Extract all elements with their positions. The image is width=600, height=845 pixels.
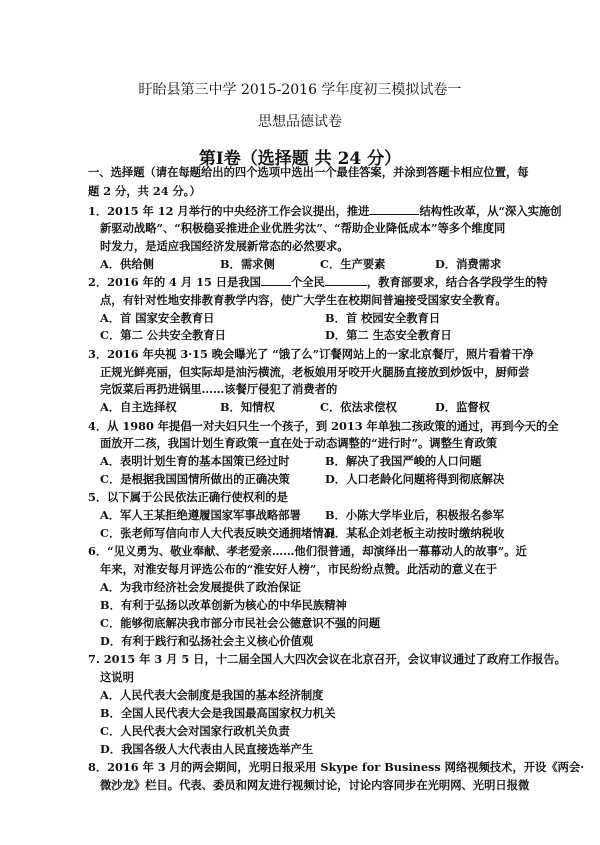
q4-option-b: B．解决了我国严峻的人口问题 [325,454,482,468]
q2-stem-part-b: 个全民 [290,275,325,289]
q1-option-a: A．供给侧 [100,257,154,271]
q7-option-b: B．全国人民代表大会是我国最高国家权力机关 [100,706,336,720]
q7-option-c: C．人民代表大会对国家行政机关负责 [100,724,290,738]
school-title: 盱眙县第三中学 2015-2016 学年度初三模拟试卷一 [138,82,462,98]
q6-stem-line-2: 年来，对淮安每月评选公布的“淮安好人榜”，市民纷纷点赞。此活动的意义在于 [100,562,498,576]
q4-option-d: D．人口老龄化问题将得到彻底解决 [325,472,505,486]
q2-option-a: A．首 国家安全教育日 [100,311,215,325]
section-title: 第Ⅰ卷（选择题 共 24 分） [198,149,402,169]
q6-option-c: C．能够彻底解决我市部分市民社会公德意识不强的问题 [100,616,381,630]
q1-stem-line-1 [88,204,562,218]
q1-blank [369,204,419,215]
q7-option-d: D．我国各级人大代表由人民直接选举产生 [100,742,314,756]
q3-option-a: A．自主选择权 [100,400,177,414]
q1-option-d: D．消费需求 [435,257,502,271]
q3-option-c: C．依法求偿权 [320,400,397,414]
q6-option-b: B．有利于弘扬以改革创新为核心的中华民族精神 [100,598,347,612]
q6-option-d: D．有利于践行和弘扬社会主义核心价值观 [100,634,314,648]
q4-stem-line-1: 4．从 1980 年提倡一对夫妇只生一个孩子，到 2013 年单独二孩政策的通过，再到今天的全 [88,419,559,433]
q3-option-d: D．监督权 [435,400,490,414]
q3-stem-line-1: 3．2016 年央视 3·15 晚会曝光了 “饿了么”订餐网站上的一家北京餐厅，照片看着干净 [88,347,534,361]
q2-blank-1 [261,275,291,286]
q1-stem-part-b: 结构性改革，从“深入实施创 [419,204,562,218]
q7-option-a: A．人民代表大会制度是我国的基本经济制度 [100,688,324,702]
q4-stem-line-2: 面放开二孩，我国计划生育政策一直在处于动态调整的“进行时”。调整生育政策 [100,436,498,450]
q3-option-b: B．知情权 [220,400,275,414]
q2-stem-part-a: 2．2016 年的 4 月 15 日是我国 [88,275,261,289]
q1-option-b: B．需求侧 [220,257,275,271]
q5-option-c: C．张老师写信向市人大代表反映交通拥堵情况 [100,526,335,540]
q3-stem-line-3: 完饭菜后再扔进锅里……该餐厅侵犯了消费者的 [100,382,338,396]
q1-stem-line-3: 时发力，是适应我国经济发展新常态的必然要求。 [100,239,349,253]
q8-stem-line-2: 微沙龙》栏目。代表、委员和网友进行视频讨论，讨论内容同步在光明网、光明日报微 [100,778,530,792]
q5-option-d: D．某私企刘老板主动按时缴纳税收 [325,526,505,540]
subject-title: 思想品德试卷 [258,114,342,130]
q7-stem-line-2: 这说明 [100,670,134,684]
q1-stem-line-2: 新驱动战略”、“积极稳妥推进企业优胜劣汰”、“帮助企业降低成本”等多个维度同 [100,221,506,235]
instructions-line-1: 一、选择题（请在每题给出的四个选项中选出一个最佳答案，并涂到答题卡相应位置，每 [88,165,529,179]
q1-option-c: C．生产要素 [320,257,386,271]
instructions-line-2: 题 2 分，共 24 分。） [88,184,201,198]
q1-stem-part-a: 1．2015 年 12 月举行的中央经济工作会议提出，推进 [88,204,370,218]
q2-option-c: C．第二 公共安全教育日 [100,328,226,342]
q2-option-d: D．第二 生态安全教育日 [325,328,452,342]
q2-stem-part-c: ，教育部要求，结合各学段学生的特 [366,275,548,289]
q6-stem-line-1: 6．“见义勇为、敬业奉献、孝老爱亲……他们很普通，却演绎出一幕幕动人的故事”。近 [88,544,527,558]
q2-stem-line-1 [88,275,548,289]
q8-stem-line-1: 8．2016 年 3 月的两会期间，光明日报采用 Skype for Business 网络视频技术，开设《两会· [88,760,585,774]
q2-blank-2 [325,275,367,286]
q7-stem-line-1: 7. 2015 年 3 月 5 日，十二届全国人大四次会议在北京召开，会议审议通过了政府工作报告。 [88,652,566,666]
q4-option-a: A．表明计划生育的基本国策已经过时 [100,454,290,468]
q6-option-a: A．为我市经济社会发展提供了政治保证 [100,580,301,594]
q5-option-a: A．军人王某拒绝遵履国家军事战略部署 [100,508,301,522]
q2-option-b: B．首 校园安全教育日 [325,311,441,325]
q5-option-b: B．小陈大学毕业后，积极报名参军 [325,508,505,522]
q4-option-c: C．是根据我国国情所做出的正确决策 [100,472,290,486]
q2-stem-line-2: 点，有针对性地安排教育教学内容，使广大学生在校期间普遍接受国家安全教育。 [100,293,507,307]
q3-stem-line-2: 正规光鲜亮丽，但实际却是油污横流，老板娘用牙咬开火腿肠直接放到炒饭中，厨师尝 [100,365,530,379]
q5-stem-line-1: 5．以下属于公民依法正确行使权利的是 [88,490,288,504]
